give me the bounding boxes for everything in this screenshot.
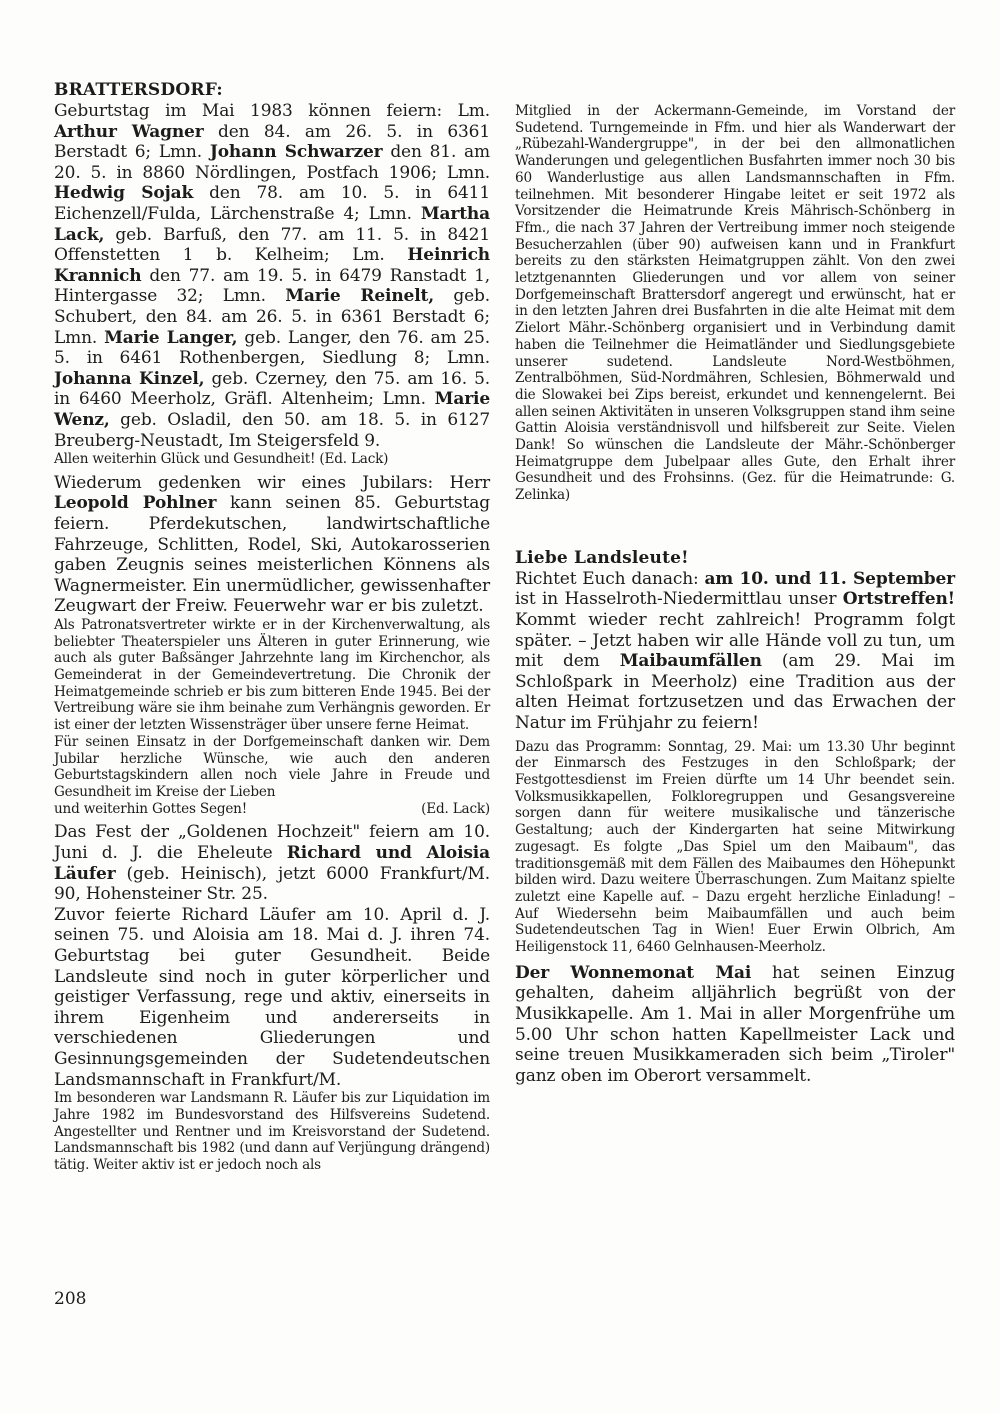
- pohlner-text: kann seinen 85. Geburtstag feiern. Pferdekutschen, landwirtschaftliche Fahrzeuge, Schlitten, Rodel, Ski, Autokarosserien gaben Zeugnis seines meisterlichen Könnens als Wagnermeister. Ein unermüdlicher, gewissenhafter Zeugwart der Freiw. Feuerwehr war er bis zuletzt.: [54, 493, 490, 617]
- birthday-intro: Geburtstag im Mai 1983 können feiern: Lm.: [54, 101, 490, 121]
- birthday-list: [54, 101, 490, 451]
- person-name: Marie Reinelt,: [285, 286, 434, 307]
- birthday-closing: Allen weiterhin Glück und Gesundheit! (Ed. Lack): [54, 451, 389, 468]
- announcement-heading: Liebe Landsleute!: [515, 547, 689, 568]
- couple-names: Richard und Aloisia Läufer: [54, 842, 490, 884]
- event-name: Ortstreffen!: [842, 589, 955, 610]
- left-column: [54, 80, 490, 1174]
- golden-wedding-paragraph: [54, 822, 490, 904]
- right-column: [515, 103, 955, 1086]
- section-heading: BRATTERSDORF:: [54, 80, 223, 100]
- may-lead: Der Wonnemonat Mai: [515, 962, 752, 983]
- person-name: Leopold Pohlner: [54, 493, 217, 514]
- announcement-text: Richtet Euch danach:: [515, 568, 705, 589]
- pohlner-intro: Wiederum gedenken wir eines Jubilars: Herr: [54, 472, 490, 493]
- person-name: Johanna Kinzel,: [54, 368, 205, 389]
- may-paragraph: [515, 963, 955, 1087]
- pohlner-detail-2: Für seinen Einsatz in der Dorfgemeinschaft danken wir. Dem Jubilar herzliche Wünsche, wie auch den anderen Geburtstagskindern allen noch viele Jahre in Freude und Gesundheit im Kreise der Lieben: [54, 733, 490, 800]
- birthday-detail: geb. Langer, den 76. am 25. 5. in 6461 Rothenbergen, Siedlung 8; Lmn.: [54, 327, 491, 369]
- person-name: Marie Wenz,: [54, 389, 490, 430]
- birthday-detail: den 81. am 20. 5. in 8860 Nördlingen, Postfach 1906; Lmn.: [54, 142, 491, 183]
- announcement-text: ist in Hasselroth-Niedermittlau unser: [515, 589, 843, 610]
- announcement-paragraph: [515, 569, 955, 734]
- pohlner-detail-1: Als Patronatsvertreter wirkte er in der Kirchenverwaltung, als beliebter Theaterspieler uns Älteren in guter Erinnerung, wie auch als guter Baßsänger Jahrzehnte lang im Kirchenchor, als Gemeinderat in der Gemeindevertretung. Die Chronik der Heimatgemeinde schrieb er bis zum bitteren Ende 1945. Bei der Vertreibung wäre sie ihm beinahe zum Verhängnis geworden. Er ist einer der letzten Wissensträger über unsere ferne Heimat.: [54, 616, 490, 734]
- wedding-intro: Das Fest der „Goldenen Hochzeit" feiern am 10. Juni d. J. die Eheleute: [54, 822, 490, 863]
- announcement-text: Kommt wieder recht zahlreich! Programm folgt später. – Jetzt haben wir alle Hände voll zu tun, um mit dem: [515, 610, 955, 672]
- birthday-detail: geb. Schubert, den 84. am 26. 5. in 6361 Berstadt 6; Lmn.: [54, 286, 490, 348]
- birthday-detail: den 84. am 26. 5. in 6361 Berstadt 6; Lmn.: [54, 121, 491, 163]
- birthday-detail: geb. Osladil, den 50. am 18. 5. in 6127 Breuberg-Neustadt, Im Steigersfeld 9.: [54, 409, 490, 451]
- continuation-paragraph: Mitglied in der Ackermann-Gemeinde, im Vorstand der Sudetend. Turngemeinde in Ffm. und hier als Wanderwart der „Rübezahl-Wandergruppe", in der bei den allmonatlichen Wanderungen und gelegentlichen Busfahrten immer noch 30 bis 60 Wanderlustige aus allen Landsmannschaften in Ffm. teilnehmen. Mit besonderer Hingabe leitet er seit 1972 als Vorsitzender die Heimatrunde Kreis Mährisch-Schönberg in Ffm., die nach 37 Jahren der Vertreibung immer noch steigende Besucherzahlen (über 90) aufweisen kann und in Frankfurt bereits zu den stärksten Heimatgruppen zählt. Von den zwei letztgenannten Gliederungen und vor allem von seiner Dorfgemeinschaft Brattersdorf angeregt und erwünscht, hat er in den letzten Jahren drei Busfahrten in die alte Heimat mit dem Zielort Mähr.-Schönberg organisiert und in Verbindung damit haben die Teilnehmer die Heimatländer und Siedlungsgebiete unserer sudetend. Landsleute Nord-Westböhmen, Zentralböhmen, Süd-Nordmähren, Schlesien, Böhmerwald und die Slowakei bei Zips bereist, erkundet und kennengelernt. Bei allen seinen Aktivitäten in unseren Volksgruppen stand ihm seine Gattin Aloisia verständnisvoll und hilfsbereit zur Seite. Vielen Dank! So wünschen die Landsleute der Mähr.-Schönberger Heimatgruppe dem Jubelpaar alles Gute, den Erhalt ihrer Gesundheit und des Frohsinns. (Gez. für die Heimatrunde: G. Zelinka): [515, 103, 955, 504]
- pohlner-paragraph: [54, 473, 490, 617]
- may-text: hat seinen Einzug gehalten, daheim alljährlich begrüßt von der Musikkapelle. Am 1. Mai in aller Morgenfrühe um 5.00 Uhr schon hatten Kapellmeister Lack und seine treuen Musikkameraden sich beim „Tiroler" ganz oben im Oberort versammelt.: [515, 962, 955, 1086]
- birthday-detail: geb. Barfuß, den 77. am 11. 5. in 8421 Offenstetten 1 b. Kelheim; Lm.: [54, 224, 490, 266]
- person-name: Arthur Wagner: [54, 121, 204, 142]
- golden-wedding-paragraph-2: Zuvor feierte Richard Läufer am 10. April d. J. seinen 75. und Aloisia am 18. Mai d. J. ihren 74. Geburtstag bei guter Gesundheit. Beide Landsleute sind noch in guter körperlicher und geistiger Verfassung, rege und aktiv, einerseits in ihrem Eigenheim und andererseits in verschiedenen Gliederungen und Gesinnungsgemeinden der Sudetendeutschen Landsmannschaft in Frankfurt/M.: [54, 904, 490, 1090]
- person-name: Martha Lack,: [54, 203, 490, 245]
- program-paragraph: Dazu das Programm: Sonntag, 29. Mai: um 13.30 Uhr beginnt der Einmarsch des Festzuges in den Schloßpark; der Festgottesdienst im Freien dürfte um 14 Uhr beendet sein. Volksmusikkapellen, Folkloregruppen und Gesangsvereine sorgen dann für weitere musikalische und tänzerische Gestaltung; auch der Kindergarten hat seine Mitwirkung zugesagt. Es folgte „Das Spiel um den Maibaum", das traditionsgemäß mit dem Fällen des Maibaumes den Höhepunkt bilden wird. Dazu weitere Überraschungen. Zum Maitanz spielte zuletzt eine Kapelle auf. – Dazu ergeht herzliche Einladung! – Auf Wiedersehn beim Maibaumfällen und auch beim Sudetendeutschen Tag in Wien! Euer Erwin Olbrich, Am Heiligenstock 11, 6460 Gelnhausen-Meerholz.: [515, 738, 955, 956]
- person-name: Marie Langer,: [104, 327, 238, 348]
- birthday-detail: den 77. am 19. 5. in 6479 Ranstadt 1, Hintergasse 32; Lmn.: [54, 265, 490, 307]
- pohlner-signature-line: [54, 801, 490, 818]
- person-name: Johann Schwarzer: [209, 142, 383, 163]
- signature: (Ed. Lack): [421, 800, 490, 817]
- event-date: am 10. und 11. September: [704, 568, 955, 589]
- page-number: 208: [54, 1289, 87, 1309]
- birthday-detail: geb. Czerney, den 75. am 16. 5. in 6460 Meerholz, Gräfl. Altenheim; Lmn.: [54, 368, 490, 410]
- wedding-address: (geb. Heinisch), jetzt 6000 Frankfurt/M. 90, Hohensteiner Str. 25.: [54, 863, 490, 905]
- event-name: Maibaumfällen: [619, 651, 762, 672]
- person-name: Hedwig Sojak: [54, 183, 194, 204]
- birthday-detail: den 78. am 10. 5. in 6411 Eichenzell/Fulda, Lärchenstraße 4; Lmn.: [54, 183, 490, 224]
- person-name: Heinrich Krannich: [54, 245, 490, 286]
- golden-wedding-paragraph-3: Im besonderen war Landsmann R. Läufer bis zur Liquidation im Jahre 1982 im Bundesvorstand des Hilfsvereins Sudetend. Angestellter und Rentner und im Kreisvorstand der Sudetend. Landsmannschaft bis 1982 (und dann auf Verjüngung drängend) tätig. Weiter aktiv ist er jedoch noch als: [54, 1090, 490, 1173]
- pohlner-detail-2-end: und weiterhin Gottes Segen!: [54, 800, 247, 817]
- announcement-text: (am 29. Mai im Schloßpark in Meerholz) eine Tradition aus der alten Heimat fortzusetzen und das Erwachen der Natur im Frühjahr zu feiern!: [515, 651, 956, 734]
